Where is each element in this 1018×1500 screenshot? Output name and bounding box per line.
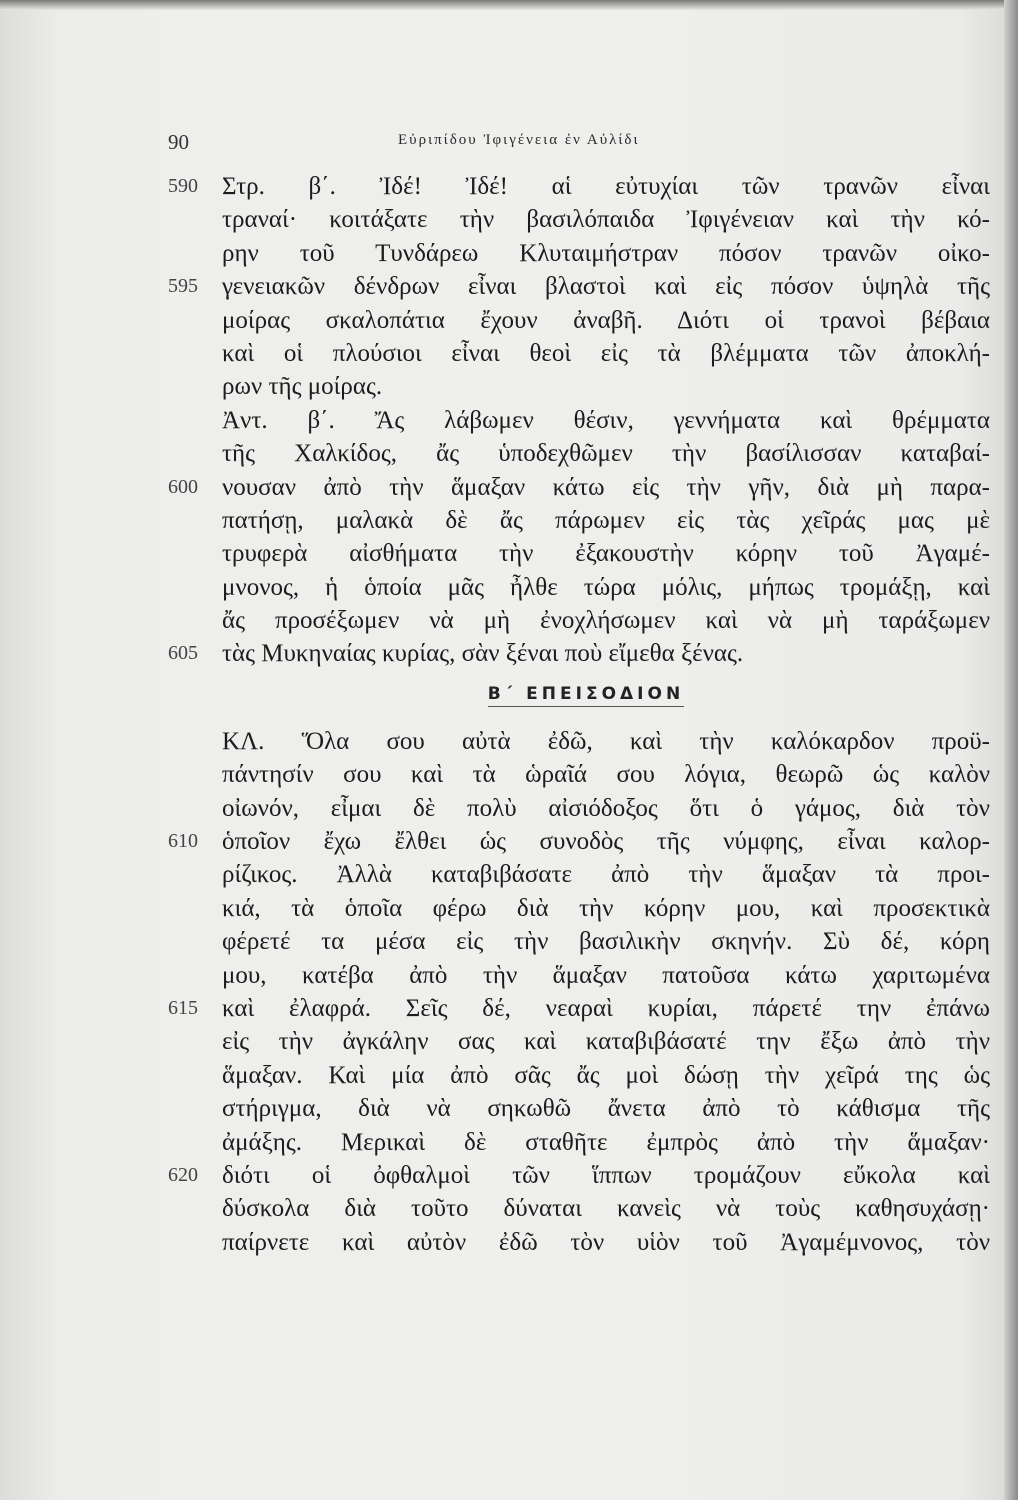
page-top-edge <box>0 0 1018 10</box>
text-line: πατήσῃ, μαλακὰ δὲ ἄς πάρωμεν εἰς τὰς χεῖράς μας μὲ <box>222 506 990 534</box>
text-line: 605 τὰς Μυκηναίας κυρίας, σὰν ξέναι ποὺ εἴμεθα ξένας. <box>222 637 990 670</box>
line-number: 620 <box>168 1163 198 1186</box>
text-line: ρην τοῦ Τυνδάρεω Κλυταιμήστραν πόσον τρανῶν οἰκο- <box>222 239 990 267</box>
page-number: 90 <box>168 130 189 154</box>
text-line: ρίζικος. Ἀλλὰ καταβιβάσατε ἀπὸ τὴν ἅμαξαν τὰ προι- <box>222 861 990 889</box>
text-line: κιά, τὰ ὁποῖα φέρω διὰ τὴν κόρην μου, καὶ προσεκτικὰ <box>222 894 990 922</box>
line-number: 610 <box>168 830 198 853</box>
running-title: Εὐριπίδου Ἰφιγένεια ἐν Αὐλίδι <box>398 132 640 148</box>
text-line: εἰς τὴν ἀγκάλην σας καὶ καταβιβάσατέ την ἔξω ἀπὸ τὴν <box>222 1028 990 1056</box>
line-number: 605 <box>168 642 198 665</box>
text-line: οἰωνόν, εἶμαι δὲ πολὺ αἰσιόδοξος ὅτι ὁ γάμος, διὰ τὸν <box>222 794 990 822</box>
line-number: 595 <box>168 275 198 298</box>
line-number: 615 <box>168 996 198 1019</box>
text-line: παίρνετε καὶ αὐτὸν ἐδῶ τὸν υἱὸν τοῦ Ἀγαμέμνονος, τὸν <box>222 1228 990 1256</box>
page-right-edge <box>1004 0 1018 1500</box>
section-heading: Β΄ ΕΠΕΙΣΟΔΙΟΝ <box>222 671 990 717</box>
text-line: μνονος, ἡ ὁποία μᾶς ἦλθε τώρα μόλις, μήπως τρομάξῃ, καὶ <box>222 573 990 601</box>
text-line: ἄς προσέξωμεν νὰ μὴ ἐνοχλήσωμεν καὶ νὰ μὴ ταράξωμεν <box>222 607 990 635</box>
text-line: τρυφερὰ αἰσθήματα τὴν ἐξακουστὴν κόρην τοῦ Ἀγαμέ- <box>222 540 990 568</box>
body-text <box>168 170 990 1259</box>
text-line: δύσκολα διὰ τοῦτο δύναται κανεὶς νὰ τοὺς καθησυχάσῃ· <box>222 1195 990 1223</box>
text-line: τραναί· κοιτάξατε τὴν βασιλόπαιδα Ἰφιγένειαν καὶ τὴν κό- <box>222 206 990 234</box>
text-line: Ἀντ. β΄. Ἄς λάβωμεν θέσιν, γεννήματα καὶ θρέμματα <box>222 406 990 434</box>
line-number: 600 <box>168 475 198 498</box>
text-line: 600 νουσαν ἀπὸ τὴν ἅμαξαν κάτω εἰς τὴν γῆν, διὰ μὴ παρα- <box>222 471 990 504</box>
text-line: πάντησίν σου καὶ τὰ ὡραῖά σου λόγια, θεωρῶ ὡς καλὸν <box>222 761 990 789</box>
text-line: μου, κατέβα ἀπὸ τὴν ἅμαξαν πατοῦσα κάτω χαριτωμένα <box>222 961 990 989</box>
text-line: 590 Στρ. β΄. Ἰδέ! Ἰδέ! αἱ εὐτυχίαι τῶν τρανῶν εἶναι <box>222 170 990 203</box>
line-number: 590 <box>168 175 198 197</box>
text-line: ρων τῆς μοίρας. <box>222 373 383 401</box>
text-line: 595 γενειακῶν δένδρων εἶναι βλαστοὶ καὶ εἰς πόσον ὑψηλὰ τῆς <box>222 270 990 303</box>
text-line: μοίρας σκαλοπάτια ἔχουν ἀναβῆ. Διότι οἱ τρανοὶ βέβαια <box>222 306 990 334</box>
text-line: ΚΛ. Ὅλα σου αὐτὰ ἐδῶ, καὶ τὴν καλόκαρδον προϋ- <box>222 727 990 755</box>
text-line: τῆς Χαλκίδος, ἄς ὑποδεχθῶμεν τὴν βασίλισσαν καταβαί- <box>222 440 990 468</box>
text-line: στήριγμα, διὰ νὰ σηκωθῶ ἄνετα ἀπὸ τὸ κάθισμα τῆς <box>222 1095 990 1123</box>
text-line: ἅμαξαν. Καὶ μία ἀπὸ σᾶς ἄς μοὶ δώσῃ τὴν χεῖρά της ὡς <box>222 1061 990 1089</box>
text-line: 610 ὁποῖον ἔχω ἔλθει ὡς συνοδὸς τῆς νύμφης, εἶναι καλορ- <box>222 825 990 858</box>
running-header <box>168 130 988 160</box>
text-line: 615 καὶ ἐλαφρά. Σεῖς δέ, νεαραὶ κυρίαι, πάρετέ την ἐπάνω <box>222 992 990 1025</box>
text-line: 620 διότι οἱ ὀφθαλμοὶ τῶν ἵππων τρομάζουν εὔκολα καὶ <box>222 1159 990 1192</box>
text-line: καὶ οἱ πλούσιοι εἶναι θεοὶ εἰς τὰ βλέμματα τῶν ἀποκλή- <box>222 339 990 367</box>
text-line: ἀμάξης. Μερικαὶ δὲ σταθῆτε ἐμπρὸς ἀπὸ τὴν ἅμαξαν· <box>222 1128 990 1156</box>
text-line: φέρετέ τα μέσα εἰς τὴν βασιλικὴν σκηνήν. Σὺ δέ, κόρη <box>222 928 990 956</box>
